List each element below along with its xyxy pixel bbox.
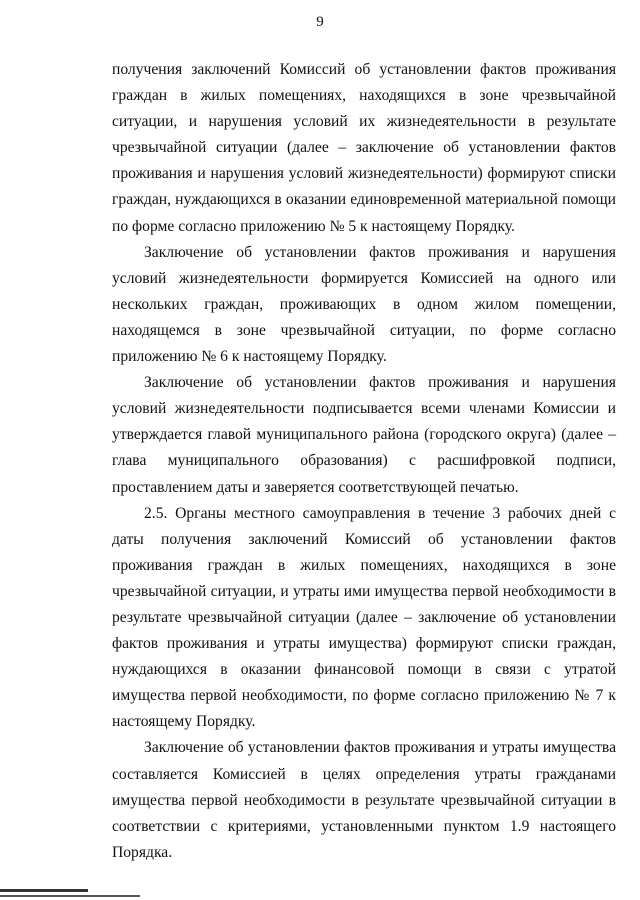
paragraph-5: Заключение об установлении фактов проживания и утраты имущества составляется Комиссией в целях определения утраты гражданами имущества первой необходимости в результате чрезвычайной ситуации в соответствии с критериями, установленными пунктом 1.9 настоящего Порядка.: [112, 739, 616, 861]
paragraph-2: Заключение об установлении фактов проживания и нарушения условий жизнедеятельности формируется Комиссией на одного или нескольких граждан, проживающих в одном жилом помещении, находящемся в зоне чрезвычайной ситуации, по форме согласно приложению № 6 к настоящему Порядку.: [112, 243, 616, 366]
paragraph-section-2-5: 2.5. Органы местного самоуправления в течение 3 рабочих дней с даты получения заключений Комиссий об установлении фактов проживания граждан в жилых помещениях, находящихся в зоне чрезвычайной ситуации, и утраты ими имущества первой необходимости в результате чрезвычайной ситуации (далее – заключение об установлении фактов проживания и утраты имущества) формируют списки граждан, нуждающихся в оказании финансовой помощи в связи с утратой имущества первой необходимости, по форме согласно приложению № 7 к настоящему Порядку.: [112, 504, 616, 731]
paragraph-3: Заключение об установлении фактов проживания и нарушения условий жизнедеятельности подписывается всеми членами Комиссии и утверждается главой муниципального района (городского округа) (далее – глава муниципального образования) с расшифровкой подписи, проставлением даты и заверяется соответствующей печатью.: [112, 374, 616, 496]
scan-edge-mark: [0, 889, 88, 892]
paragraph-1: получения заключений Комиссий об установлении фактов проживания граждан в жилых помещениях, находящихся в зоне чрезвычайной ситуации, и нарушения условий их жизнедеятельности в результате чрезвычайной ситуации (далее – заключение об установлении фактов проживания и нарушения условий жизнедеятельности) формируют списки граждан, нуждающихся в оказании единовременной материальной помощи по форме согласно приложению № 5 к настоящему Порядку.: [112, 61, 616, 235]
page-number: 9: [316, 14, 324, 30]
body-text: [112, 57, 616, 866]
scan-edge-mark-lower: [0, 895, 140, 897]
